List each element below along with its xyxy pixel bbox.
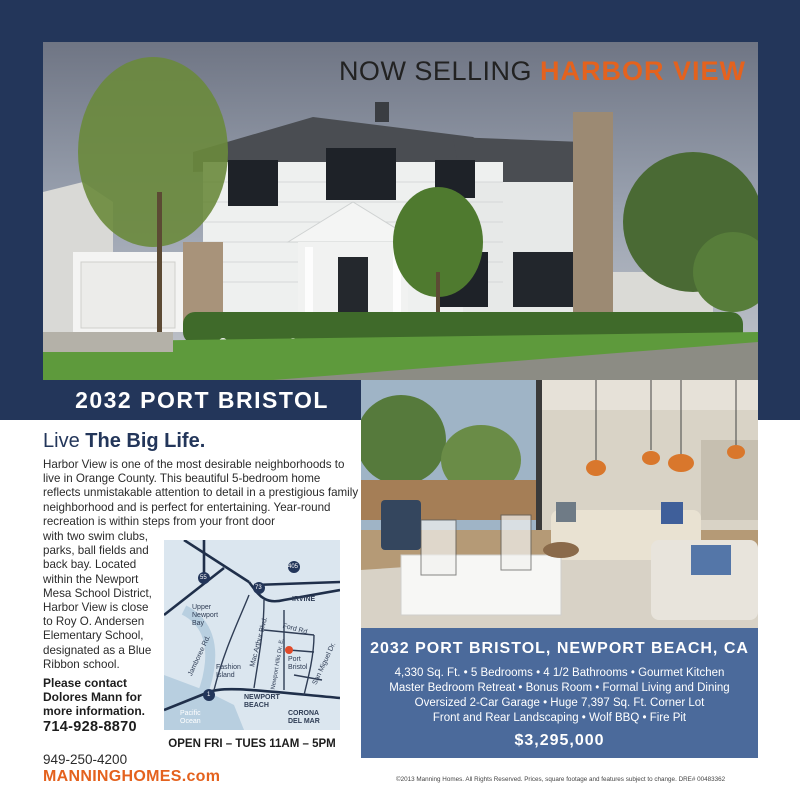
headline-prefix: NOW SELLING	[338, 56, 532, 86]
location-map	[164, 540, 340, 730]
contact-phone[interactable]: 714-928-8870	[43, 719, 137, 735]
contact-line-3: more information.	[43, 704, 146, 718]
port-bristol-label: Port Bristol	[288, 656, 308, 671]
address-banner: 2032 PORT BRISTOL	[75, 386, 329, 413]
mac-arthur-label: Mac Arthur Blvd.	[249, 616, 270, 668]
logo-part-1: MANNING	[43, 768, 122, 785]
property-details-panel	[361, 628, 758, 758]
fashion-island-label: Fashion Island	[216, 664, 241, 679]
headline-brand: HARBOR VIEW	[540, 56, 746, 86]
house-illustration	[43, 42, 758, 380]
newport-hills-label: Newport Hills Dr. E.	[270, 637, 286, 691]
details-line-3: Oversized 2-Car Garage • Huge 7,397 Sq. Ft. Corner Lot	[414, 697, 705, 709]
price: $3,295,000	[514, 732, 605, 749]
details-line-4: Front and Rear Landscaping • Wolf BBQ • Fire Pit	[432, 712, 687, 724]
newport-beach-label: NEWPORT BEACH	[244, 694, 280, 709]
hwy-73-label: 73	[255, 585, 262, 591]
contact-block	[43, 676, 168, 734]
hwy-405-label: 405	[288, 564, 299, 570]
upper-newport-bay-label: Upper Newport Bay	[192, 604, 219, 627]
hwy-1-label: 1	[207, 692, 211, 698]
contact-line-2: Dolores Mann for	[43, 690, 142, 704]
logo-part-2: HOMES.com	[121, 768, 221, 785]
description-continued: with two swim clubs, parks, ball fields and back bay. Located within the Newport Mesa School District, Harbor View is close to Roy O. Andersen Elementary School, designated as a Blue Ribbon school.	[43, 530, 152, 671]
house-exterior-photo	[43, 42, 758, 380]
details-title: 2032 PORT BRISTOL, NEWPORT BEACH, CA	[370, 640, 749, 657]
ford-rd-label: Ford Rd.	[281, 622, 310, 637]
contact-line-1: Please contact	[43, 676, 128, 690]
pacific-ocean-label: Pacific Ocean	[180, 710, 201, 725]
jamboree-label: Jamboree Rd.	[187, 634, 212, 678]
tagline-emphasis: The Big Life.	[85, 430, 206, 452]
tagline	[43, 430, 205, 453]
office-phone[interactable]: 949-250-4200	[43, 752, 128, 767]
details-line-1: 4,330 Sq. Ft. • 5 Bedrooms • 4 1/2 Bathrooms • Gourmet Kitchen	[394, 667, 725, 679]
interior-illustration	[361, 380, 758, 628]
copyright-notice: ©2013 Manning Homes. All Rights Reserved. Prices, square footage and features subject to change. DRE# 00483362	[396, 776, 726, 783]
tagline-lead: Live	[43, 430, 80, 452]
living-room-photo	[361, 380, 758, 628]
details-line-2: Master Bedroom Retreat • Bonus Room • Formal Living and Dining	[389, 682, 730, 694]
hwy-55-label: 55	[200, 575, 207, 581]
headline	[339, 56, 746, 87]
san-miguel-label: San Miguel Dr.	[311, 641, 338, 687]
description-paragraph: Harbor View is one of the most desirable neighborhoods to live in Orange County. This beautiful 5-bedroom home reflects unmistakable attention to detail in a prestigious family neighborhood and is perfect for entertaining. Year-round recreation is within steps from your front door	[43, 458, 359, 528]
manning-homes-logo[interactable]	[43, 768, 220, 786]
irvine-label: IRVINE	[292, 596, 316, 603]
corona-del-mar-label: CORONA DEL MAR	[288, 710, 320, 725]
open-house-hours: OPEN FRI – TUES 11AM – 5PM	[168, 738, 336, 750]
